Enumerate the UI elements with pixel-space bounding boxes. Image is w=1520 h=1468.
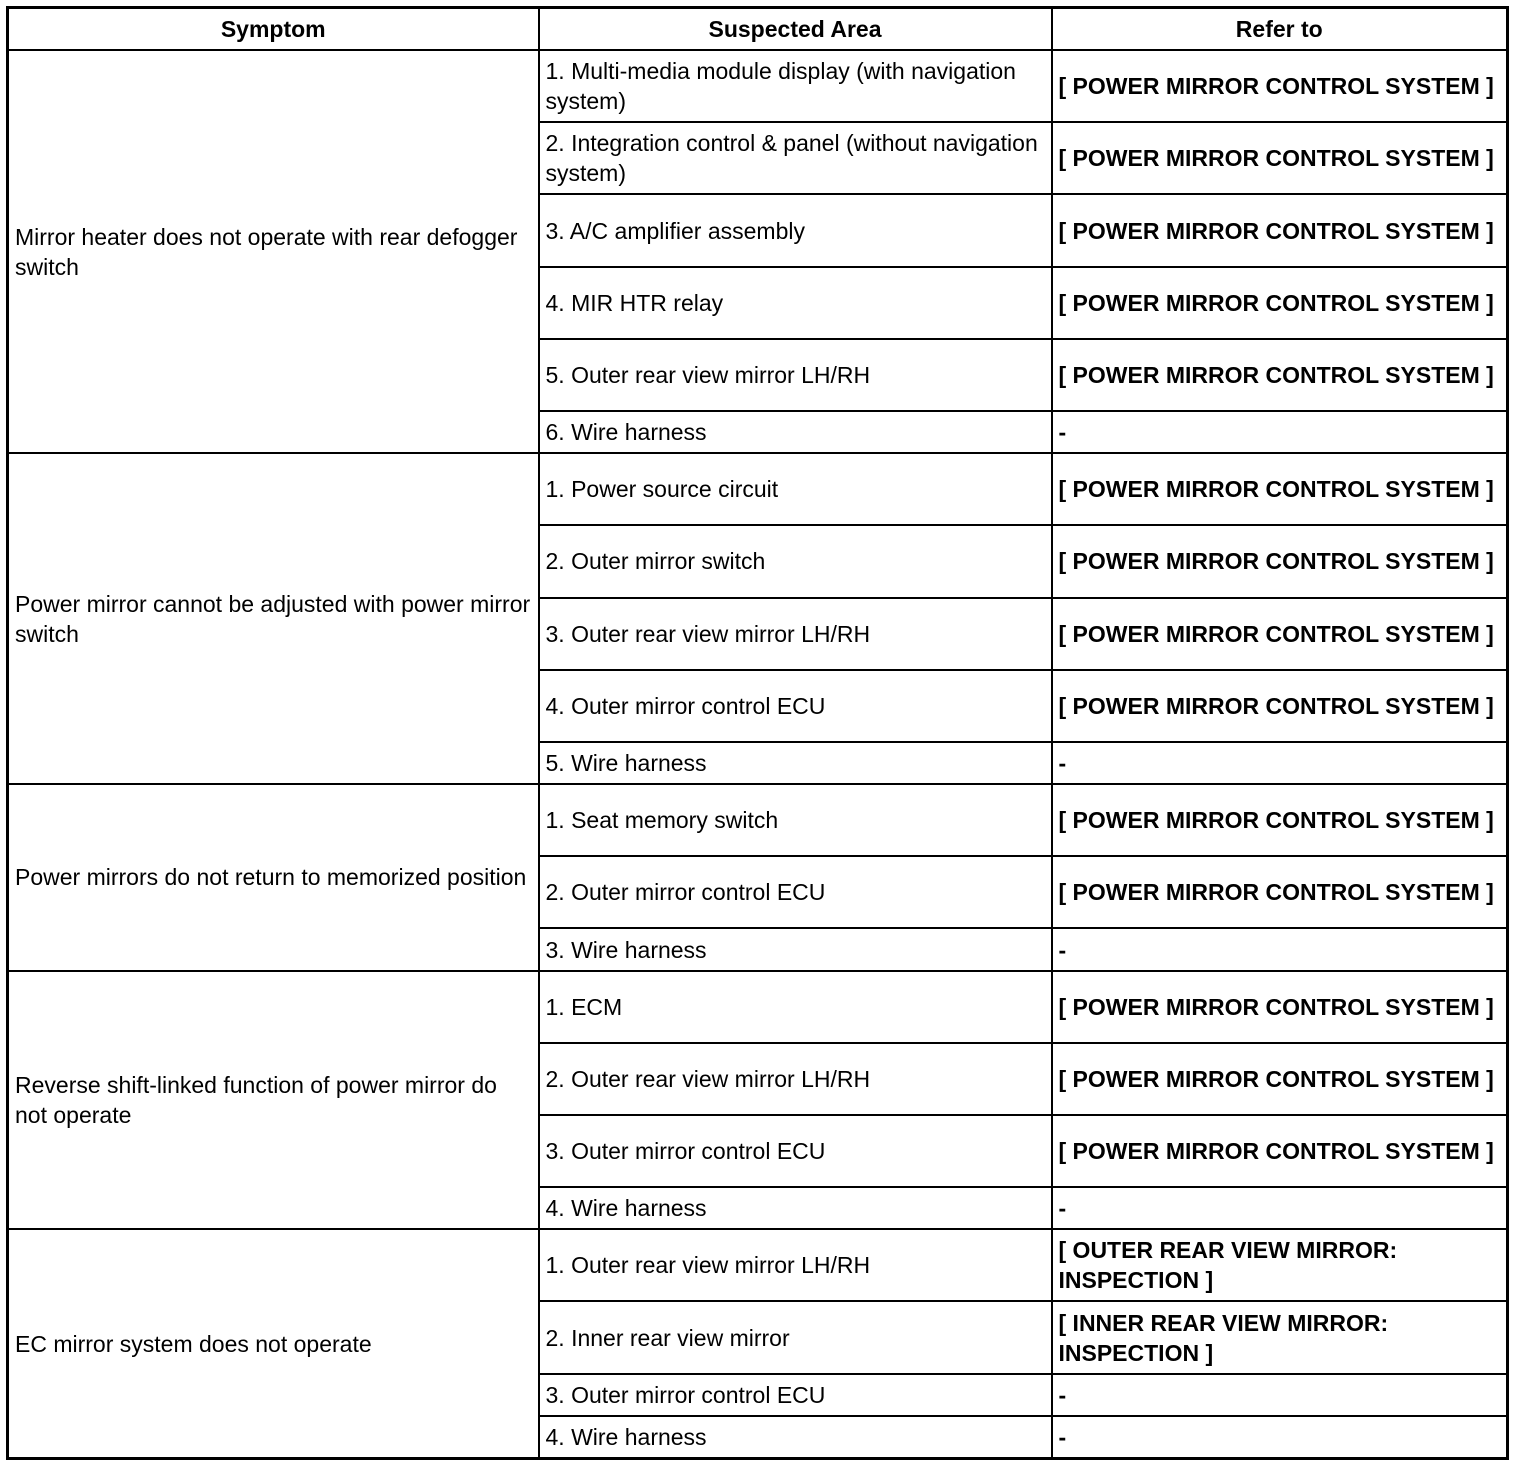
table-row <box>8 453 1508 525</box>
refer-to-cell: [ POWER MIRROR CONTROL SYSTEM ] <box>1052 670 1508 742</box>
refer-to-cell: [ POWER MIRROR CONTROL SYSTEM ] <box>1052 598 1508 670</box>
suspected-area-cell: 2. Outer mirror switch <box>539 525 1052 597</box>
refer-to-cell: [ POWER MIRROR CONTROL SYSTEM ] <box>1052 1115 1508 1187</box>
suspected-area-cell: 5. Wire harness <box>539 742 1052 784</box>
suspected-area-cell: 1. Power source circuit <box>539 453 1052 525</box>
table-row <box>8 784 1508 856</box>
refer-to-cell: - <box>1052 411 1508 453</box>
table-body <box>8 50 1508 1459</box>
refer-to-cell: [ POWER MIRROR CONTROL SYSTEM ] <box>1052 339 1508 411</box>
refer-to-cell: [ POWER MIRROR CONTROL SYSTEM ] <box>1052 50 1508 122</box>
refer-to-cell: [ POWER MIRROR CONTROL SYSTEM ] <box>1052 267 1508 339</box>
refer-to-cell: [ POWER MIRROR CONTROL SYSTEM ] <box>1052 856 1508 928</box>
refer-to-cell: [ POWER MIRROR CONTROL SYSTEM ] <box>1052 453 1508 525</box>
suspected-area-cell: 1. Seat memory switch <box>539 784 1052 856</box>
troubleshooting-table <box>6 6 1509 1460</box>
refer-to-cell: - <box>1052 742 1508 784</box>
refer-to-cell: [ POWER MIRROR CONTROL SYSTEM ] <box>1052 194 1508 266</box>
suspected-area-cell: 1. Multi-media module display (with navigation system) <box>539 50 1052 122</box>
suspected-area-cell: 2. Inner rear view mirror <box>539 1301 1052 1373</box>
suspected-area-cell: 3. Wire harness <box>539 928 1052 970</box>
table-row <box>8 50 1508 122</box>
suspected-area-cell: 1. Outer rear view mirror LH/RH <box>539 1229 1052 1301</box>
header-suspected-area: Suspected Area <box>539 8 1052 51</box>
suspected-area-cell: 3. Outer mirror control ECU <box>539 1115 1052 1187</box>
symptom-cell: Power mirror cannot be adjusted with power mirror switch <box>8 453 539 784</box>
suspected-area-cell: 1. ECM <box>539 971 1052 1043</box>
refer-to-cell: [ POWER MIRROR CONTROL SYSTEM ] <box>1052 122 1508 194</box>
refer-to-cell: [ POWER MIRROR CONTROL SYSTEM ] <box>1052 525 1508 597</box>
suspected-area-cell: 4. MIR HTR relay <box>539 267 1052 339</box>
refer-to-cell: [ POWER MIRROR CONTROL SYSTEM ] <box>1052 784 1508 856</box>
symptom-cell: Reverse shift-linked function of power mirror do not operate <box>8 971 539 1230</box>
symptom-cell: Mirror heater does not operate with rear defogger switch <box>8 50 539 453</box>
refer-to-cell: [ POWER MIRROR CONTROL SYSTEM ] <box>1052 971 1508 1043</box>
refer-to-cell: [ OUTER REAR VIEW MIRROR: INSPECTION ] <box>1052 1229 1508 1301</box>
suspected-area-cell: 4. Wire harness <box>539 1416 1052 1459</box>
refer-to-cell: - <box>1052 928 1508 970</box>
header-refer-to: Refer to <box>1052 8 1508 51</box>
header-row <box>8 8 1508 51</box>
refer-to-cell: - <box>1052 1416 1508 1459</box>
suspected-area-cell: 2. Integration control & panel (without navigation system) <box>539 122 1052 194</box>
table-row <box>8 1229 1508 1301</box>
refer-to-cell: - <box>1052 1374 1508 1416</box>
suspected-area-cell: 3. Outer mirror control ECU <box>539 1374 1052 1416</box>
refer-to-cell: [ POWER MIRROR CONTROL SYSTEM ] <box>1052 1043 1508 1115</box>
suspected-area-cell: 2. Outer rear view mirror LH/RH <box>539 1043 1052 1115</box>
refer-to-cell: [ INNER REAR VIEW MIRROR: INSPECTION ] <box>1052 1301 1508 1373</box>
symptom-cell: Power mirrors do not return to memorized position <box>8 784 539 971</box>
suspected-area-cell: 4. Wire harness <box>539 1187 1052 1229</box>
suspected-area-cell: 5. Outer rear view mirror LH/RH <box>539 339 1052 411</box>
suspected-area-cell: 6. Wire harness <box>539 411 1052 453</box>
symptom-cell: EC mirror system does not operate <box>8 1229 539 1458</box>
table-row <box>8 971 1508 1043</box>
suspected-area-cell: 2. Outer mirror control ECU <box>539 856 1052 928</box>
refer-to-cell: - <box>1052 1187 1508 1229</box>
suspected-area-cell: 3. Outer rear view mirror LH/RH <box>539 598 1052 670</box>
suspected-area-cell: 4. Outer mirror control ECU <box>539 670 1052 742</box>
suspected-area-cell: 3. A/C amplifier assembly <box>539 194 1052 266</box>
header-symptom: Symptom <box>8 8 539 51</box>
